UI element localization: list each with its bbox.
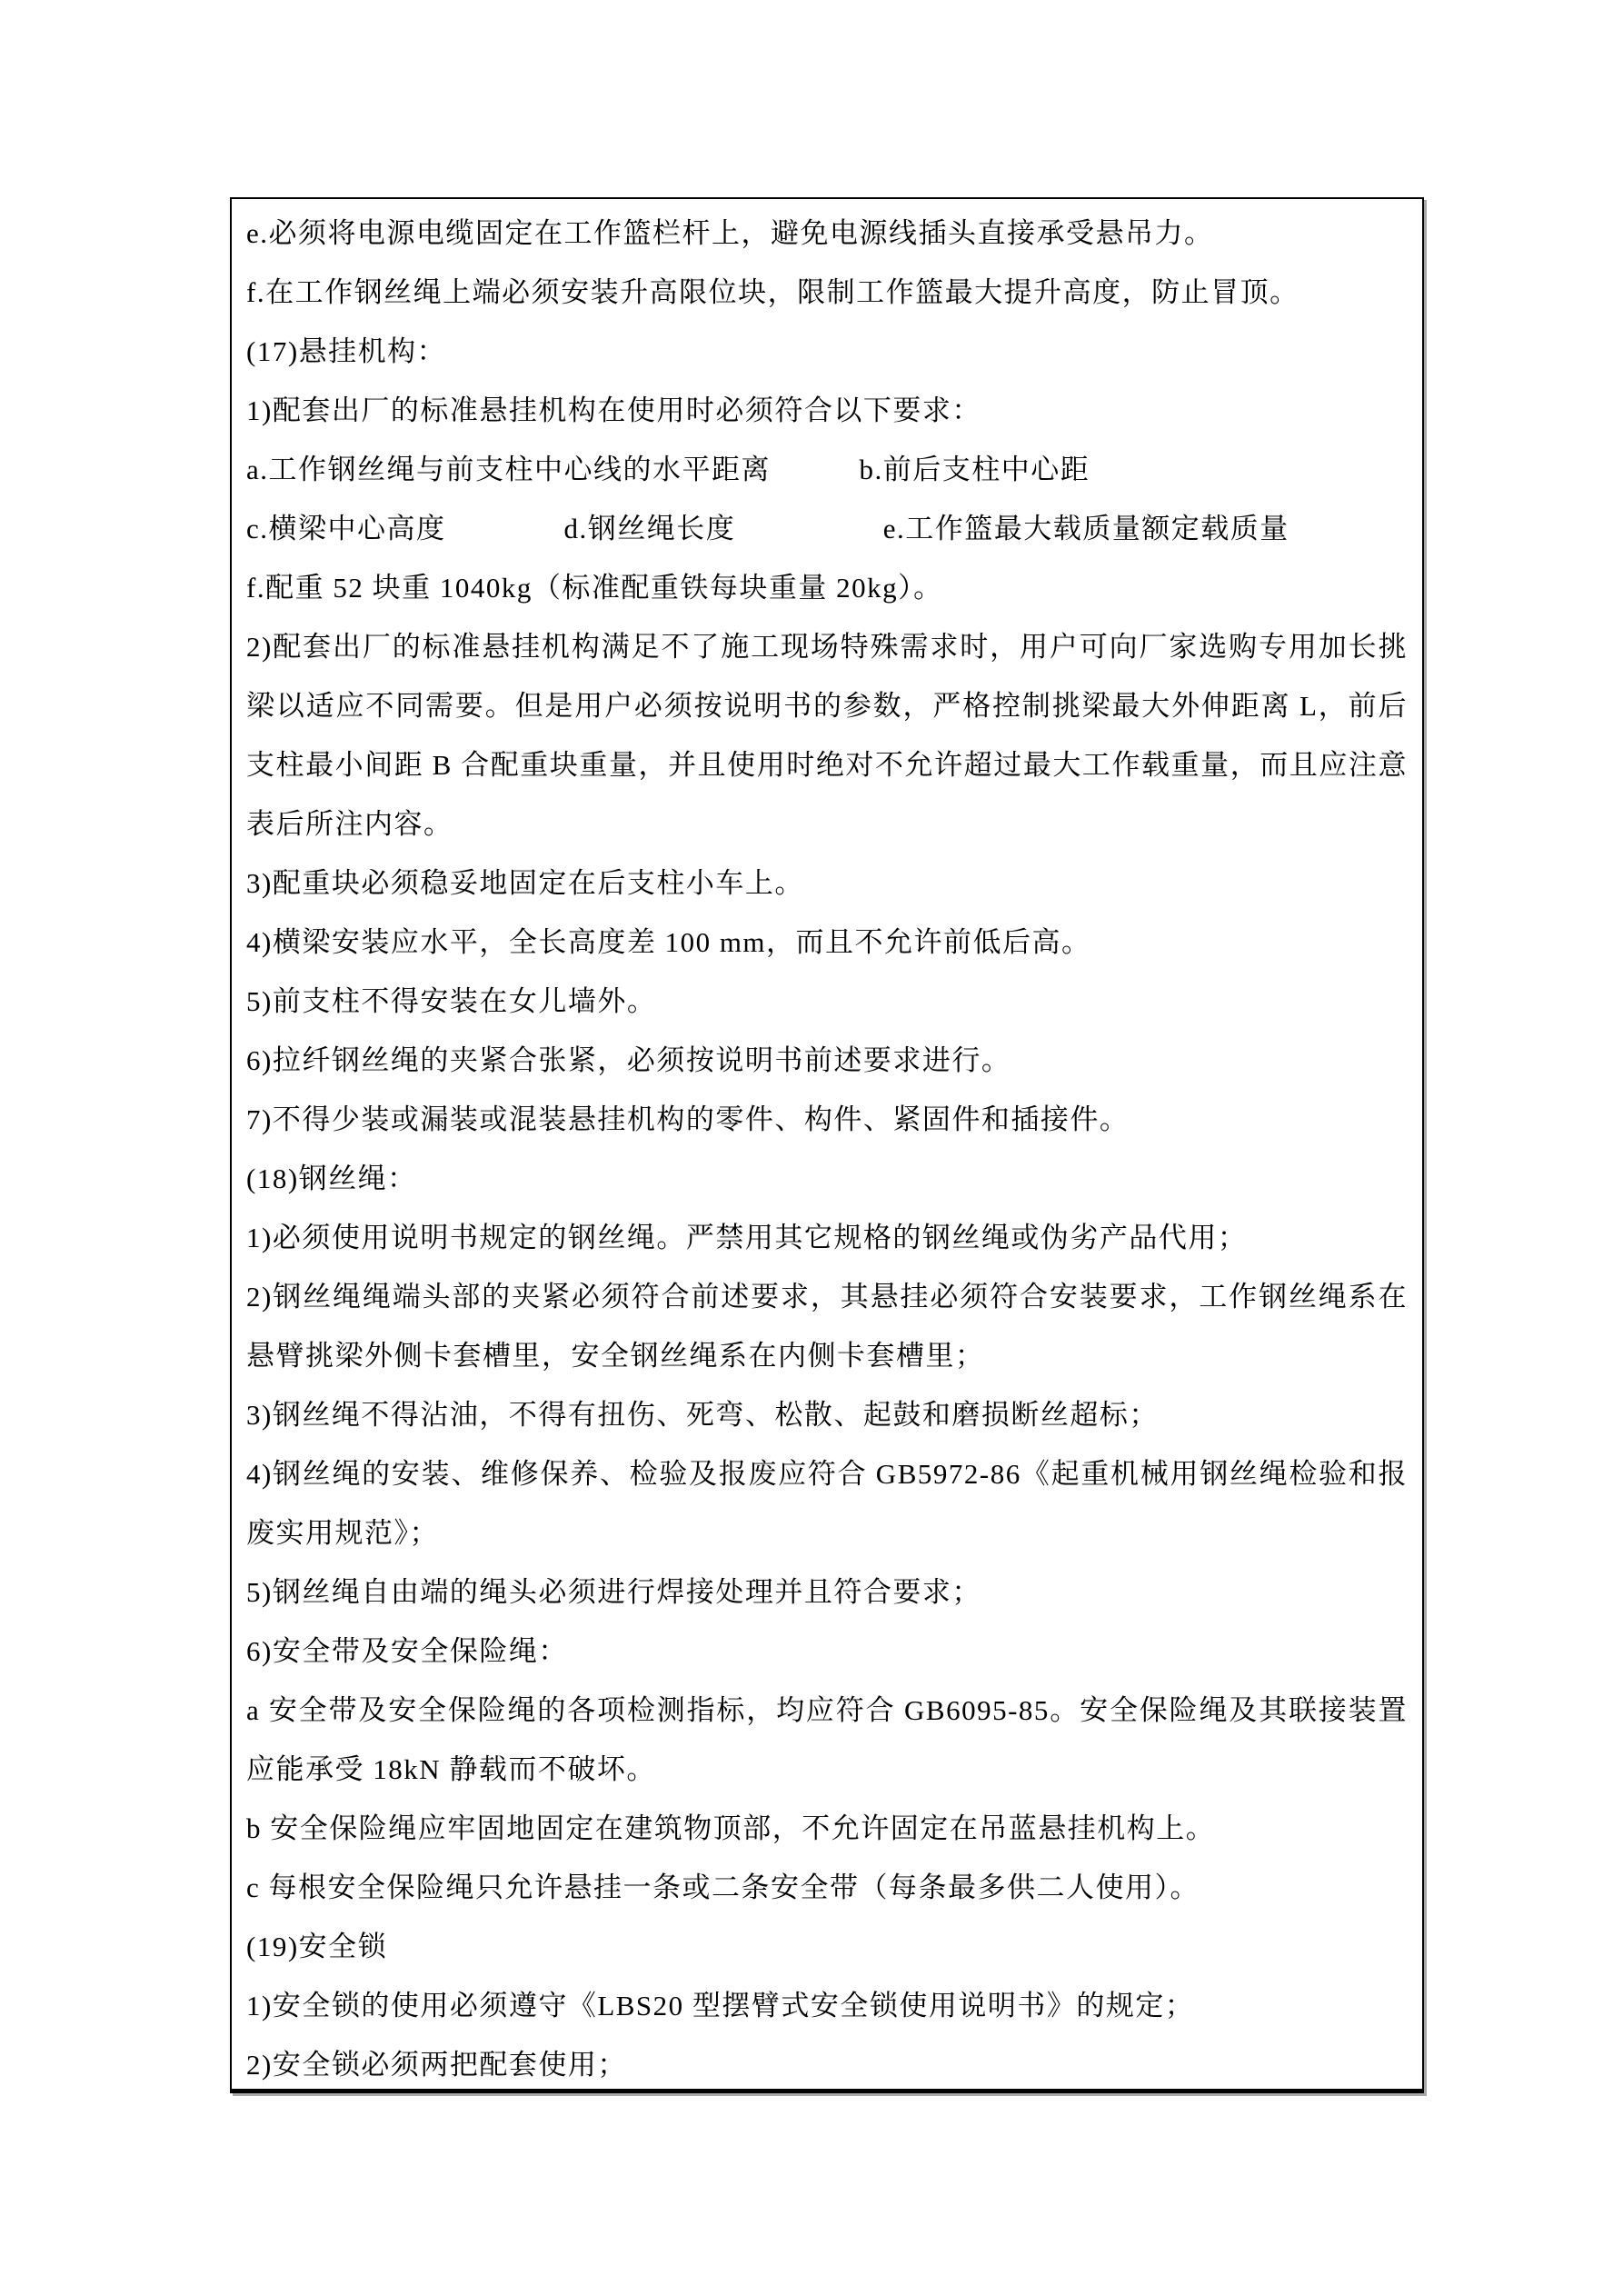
text-line: 6)拉纤钢丝绳的夹紧合张紧，必须按说明书前述要求进行。 xyxy=(246,1044,1011,1076)
text-line: 3)钢丝绳不得沾油，不得有扭伤、死弯、松散、起鼓和磨损断丝超标； xyxy=(246,1399,1159,1431)
text-line: 1)安全锁的使用必须遵守《LBS20 型摆臂式安全锁使用说明书》的规定； xyxy=(246,1990,1195,2021)
text-line: e.必须将电源电缆固定在工作篮栏杆上，避免电源线插头直接承受悬吊力。 xyxy=(246,217,1214,249)
text-line: f.配重 52 块重 1040kg（标准配重铁每块重量 20kg）。 xyxy=(246,572,943,604)
text-line: 悬臂挑梁外侧卡套槽里，安全钢丝绳系在内侧卡套槽里； xyxy=(246,1340,985,1372)
text-line: 5)前支柱不得安装在女儿墙外。 xyxy=(246,985,657,1017)
text-line: 2)安全锁必须两把配套使用； xyxy=(246,2049,627,2081)
text-line: a.工作钢丝绳与前支柱中心线的水平距离 b.前后支柱中心距 xyxy=(246,454,1090,485)
text-line: 支柱最小间距 B 合配重块重量，并且使用时绝对不允许超过最大工作载重量，而且应注意 xyxy=(246,749,1408,781)
text-line: 2)配套出厂的标准悬挂机构满足不了施工现场特殊需求时，用户可向厂家选购专用加长挑 xyxy=(246,631,1408,663)
text-line: a 安全带及安全保险绳的各项检测指标，均应符合 GB6095-85。安全保险绳及其联接装置 xyxy=(246,1694,1408,1726)
text-line: (17)悬挂机构： xyxy=(246,335,447,367)
document-cell xyxy=(230,197,1424,2093)
text-line: 4)钢丝绳的安装、维修保养、检验及报废应符合 GB5972-86《起重机械用钢丝绳检验和报 xyxy=(246,1458,1408,1490)
text-line: c 每根安全保险绳只允许悬挂一条或二条安全带（每条最多供二人使用）。 xyxy=(246,1872,1200,1903)
text-line: 梁以适应不同需要。但是用户必须按说明书的参数，严格控制挑梁最大外伸距离 L，前后 xyxy=(246,690,1408,722)
text-line: (18)钢丝绳： xyxy=(246,1163,417,1194)
text-line: 表后所注内容。 xyxy=(246,808,453,840)
text-line: c.横梁中心高度 d.钢丝绳长度 e.工作篮最大载质量额定载质量 xyxy=(246,513,1289,544)
text-line: 6)安全带及安全保险绳： xyxy=(246,1635,568,1667)
text-line: 3)配重块必须稳妥地固定在后支柱小车上。 xyxy=(246,867,804,899)
document-lines xyxy=(246,204,1408,2093)
text-line: 5)钢丝绳自由端的绳头必须进行焊接处理并且符合要求； xyxy=(246,1576,981,1608)
text-line: (19)安全锁 xyxy=(246,1931,388,1962)
text-line: 废实用规范》； xyxy=(246,1517,439,1549)
text-line: 2)钢丝绳绳端头部的夹紧必须符合前述要求，其悬挂必须符合安装要求，工作钢丝绳系在 xyxy=(246,1281,1408,1313)
text-line: 应能承受 18kN 静载而不破坏。 xyxy=(246,1753,656,1785)
text-line: 7)不得少装或漏装或混装悬挂机构的零件、构件、紧固件和插接件。 xyxy=(246,1103,1130,1135)
text-line: 1)配套出厂的标准悬挂机构在使用时必须符合以下要求： xyxy=(246,394,981,426)
text-line: 1)必须使用说明书规定的钢丝绳。严禁用其它规格的钢丝绳或伪劣产品代用； xyxy=(246,1222,1248,1253)
text-line: 4)横梁安装应水平，全长高度差 100 mm，而且不允许前低后高。 xyxy=(246,926,1091,958)
text-line: f.在工作钢丝绳上端必须安装升高限位块，限制工作篮最大提升高度，防止冒顶。 xyxy=(246,276,1299,308)
text-line: b 安全保险绳应牢固地固定在建筑物顶部，不允许固定在吊蓝悬挂机构上。 xyxy=(246,1812,1216,1844)
